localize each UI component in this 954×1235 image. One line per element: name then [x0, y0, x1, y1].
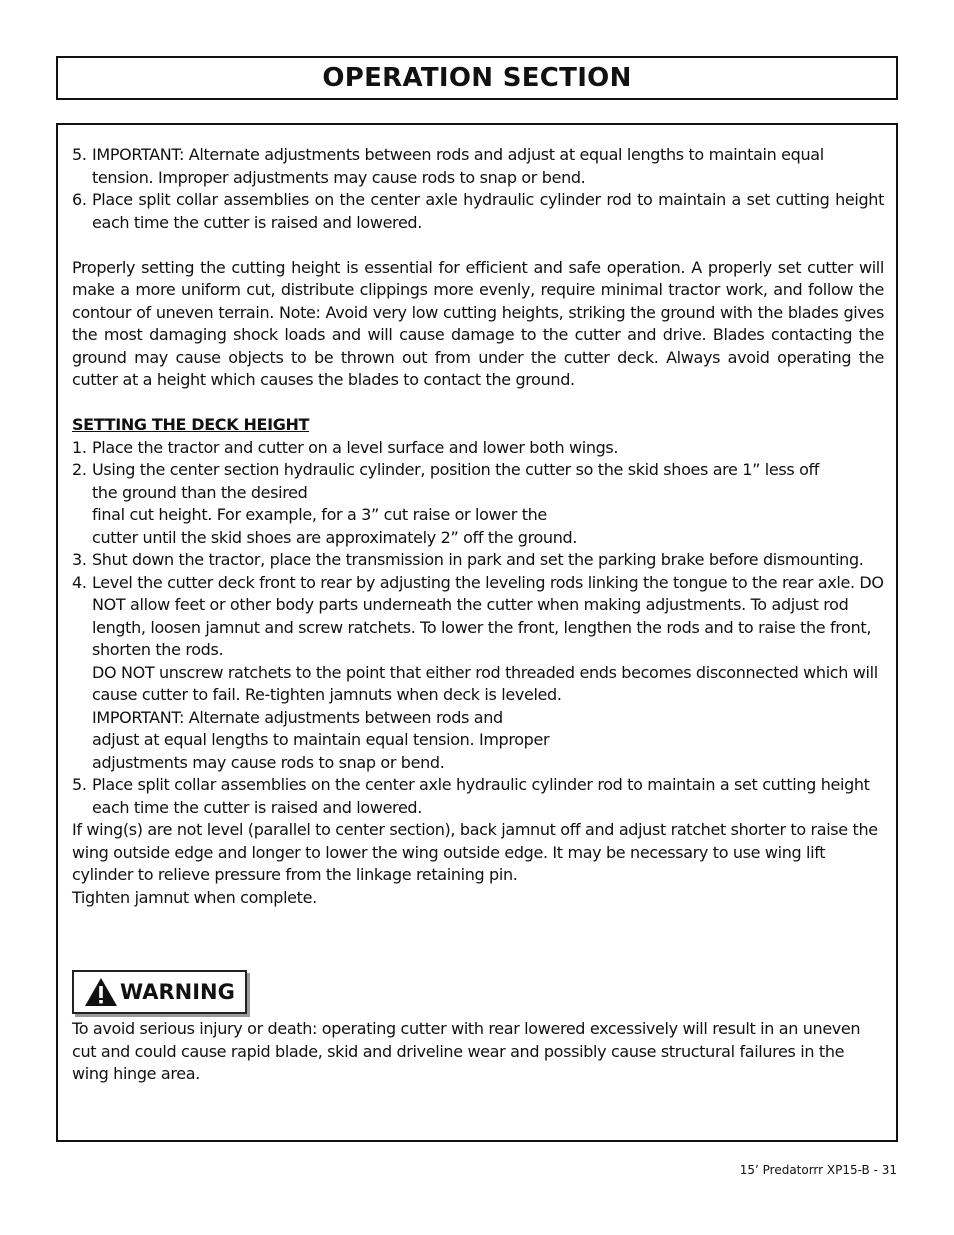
list-item: [72, 549, 884, 572]
list-text: Place split collar assemblies on the center axle hydraulic cylinder rod to maintain a set cutting height each time the cutter is raised and lowered.: [92, 775, 870, 817]
list-text: Shut down the tractor, place the transmission in park and set the parking brake before dismounting.: [92, 550, 864, 569]
list-item: [72, 774, 884, 819]
content-panel: [56, 123, 898, 1142]
list-text: [92, 572, 884, 775]
step-line: adjustments may cause rods to snap or bend.: [92, 752, 445, 772]
step-line: the ground than the desired: [92, 482, 308, 502]
section-heading: SETTING THE DECK HEIGHT: [72, 415, 310, 434]
list-item: [72, 437, 884, 460]
list-number: 1.: [72, 437, 87, 457]
warning-label: WARNING: [120, 980, 235, 1004]
list-number: 4.: [72, 572, 87, 592]
tighten-note: Tighten jamnut when complete.: [72, 887, 317, 907]
intro-paragraph: Properly setting the cutting height is essential for efficient and safe operation. A properly set cutter will make a more uniform cut, distribute clippings more evenly, require minimal tractor work, and follow the contour of uneven terrain. Note: Avoid very low cutting heights, striking the ground with the blades gives the most damaging shock loads and will cause damage to the cutter and drive. Blades contacting the ground may cause objects to be thrown out from under the cutter deck. Always avoid operating the cutter at a height which causes the blades to contact the ground.: [72, 257, 884, 389]
step-line: adjust at equal lengths to maintain equal tension. Improper: [92, 730, 550, 749]
list-number: 5.: [72, 145, 87, 164]
step-text: Level the cutter deck front to rear by adjusting the leveling rods linking the tongue to the rear axle. DO NOT allow feet or other body parts underneath the cutter when making adjustments. To adjust rod length, loosen jamnut and screw ratchets. To lower the front, lengthen the rods and to raise the front, shorten the rods.: [92, 572, 884, 659]
list-item: [72, 189, 884, 234]
list-text: [92, 459, 884, 549]
section-title-box: [56, 56, 898, 100]
wing-note: If wing(s) are not level (parallel to center section), back jamnut off and adjust ratchet shorter to raise the wing outside edge and longer to lower the wing outside edge. It may be necessary to use wing lift cylinder to relieve pressure from the linkage retaining pin.: [72, 820, 878, 884]
content-body: [72, 144, 884, 909]
warning-text: To avoid serious injury or death: operating cutter with rear lowered excessively will result in an uneven cut and could cause rapid blade, skid and driveline wear and possibly cause structural failures in the wing hinge area.: [72, 1019, 861, 1083]
list-number: 5.: [72, 775, 87, 794]
list-number: 2.: [72, 460, 87, 479]
list-text: Place the tractor and cutter on a level surface and lower both wings.: [92, 437, 619, 457]
step-line: Using the center section hydraulic cylinder, position the cutter so the skid shoes are 1” less off: [92, 460, 820, 479]
step-text: DO NOT unscrew ratchets to the point that either rod threaded ends becomes disconnected which will cause cutter to fail. Re-tighten jamnuts when deck is leveled.: [92, 662, 878, 704]
list-item: [72, 144, 884, 189]
list-text: IMPORTANT: Alternate adjustments between rods and adjust at equal lengths to maintain equal tension. Improper adjustments may cause rods to snap or bend.: [92, 145, 824, 187]
list-item: [72, 572, 884, 775]
page-footer: 15’ Predatorrr XP15-B - 31: [739, 1163, 897, 1177]
step-line: final cut height. For example, for a 3” cut raise or lower the: [92, 505, 547, 524]
list-text: Place split collar assemblies on the center axle hydraulic cylinder rod to maintain a set cutting height each time the cutter is raised and lowered.: [92, 190, 884, 232]
warning-triangle-icon: [84, 977, 118, 1007]
step-line: IMPORTANT: Alternate adjustments between rods and: [92, 707, 503, 727]
step-line: cutter until the skid shoes are approximately 2” off the ground.: [92, 527, 578, 547]
list-number: 3.: [72, 550, 87, 569]
list-number: 6.: [72, 190, 87, 209]
page-title: OPERATION SECTION: [322, 63, 632, 93]
list-item: [72, 459, 884, 549]
warning-badge: [72, 970, 247, 1014]
